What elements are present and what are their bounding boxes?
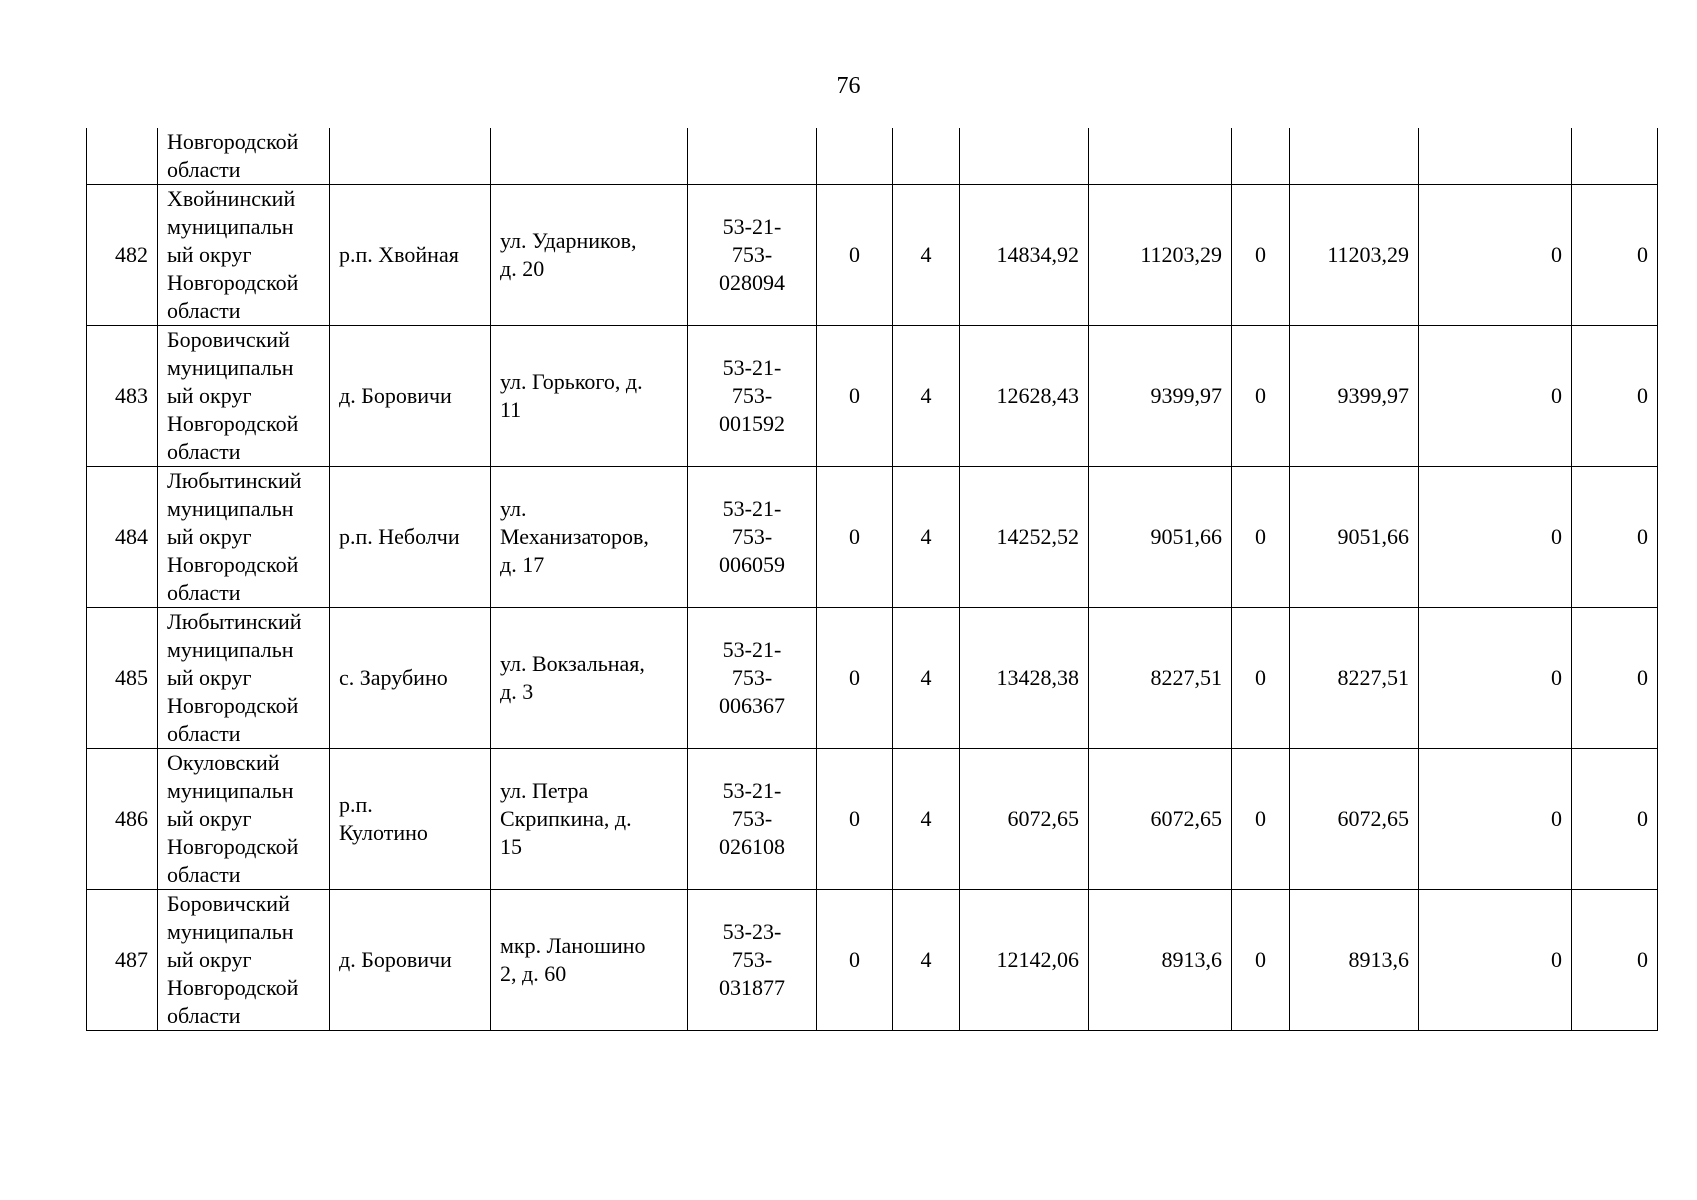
cell-c12: 0 — [1572, 467, 1658, 608]
cell-address — [491, 749, 688, 890]
cell-locality — [330, 185, 491, 326]
cell-c5: 0 — [817, 467, 893, 608]
locality-line: р.п. — [339, 792, 373, 817]
cell-c5: 0 — [817, 749, 893, 890]
address-line: 11 — [500, 397, 522, 422]
cell-c6: 4 — [893, 608, 960, 749]
cell-address — [491, 467, 688, 608]
address-line: Механизаторов, — [500, 524, 649, 549]
district-line: области — [167, 862, 241, 887]
table-body — [87, 128, 1658, 1031]
cell-num: 484 — [87, 467, 158, 608]
cell-c11 — [1419, 128, 1572, 185]
cell-code — [688, 467, 817, 608]
cell-c6: 4 — [893, 326, 960, 467]
cell-locality — [330, 467, 491, 608]
table-row — [87, 608, 1658, 749]
cell-c6 — [893, 128, 960, 185]
cell-c11: 0 — [1419, 467, 1572, 608]
cell-c5 — [817, 128, 893, 185]
district-line: области — [167, 1003, 241, 1028]
cell-c6: 4 — [893, 467, 960, 608]
cell-district — [158, 749, 330, 890]
cell-num: 485 — [87, 608, 158, 749]
district-line: Новгородской — [167, 129, 299, 154]
cell-address — [491, 185, 688, 326]
cell-code — [688, 890, 817, 1031]
cell-code — [688, 608, 817, 749]
cell-address — [491, 890, 688, 1031]
code-line: 026108 — [719, 834, 785, 859]
cell-c7: 13428,38 — [960, 608, 1089, 749]
table-row — [87, 467, 1658, 608]
code-line: 53-21- — [722, 496, 782, 521]
address-line: мкр. Ланошино — [500, 933, 646, 958]
cell-c10: 8913,6 — [1290, 890, 1419, 1031]
district-line: Новгородской — [167, 552, 299, 577]
cell-c11: 0 — [1419, 890, 1572, 1031]
code-line: 53-21- — [722, 214, 782, 239]
locality-line: р.п. Хвойная — [339, 242, 459, 267]
cell-c7: 12628,43 — [960, 326, 1089, 467]
district-line: муниципальн — [167, 214, 294, 239]
cell-c6: 4 — [893, 890, 960, 1031]
cell-c6: 4 — [893, 749, 960, 890]
cell-c8: 6072,65 — [1089, 749, 1232, 890]
cell-c7 — [960, 128, 1089, 185]
address-line: ул. Петра — [500, 778, 589, 803]
cell-c10: 11203,29 — [1290, 185, 1419, 326]
cell-c10: 9051,66 — [1290, 467, 1419, 608]
cell-locality — [330, 326, 491, 467]
district-line: Боровичский — [167, 891, 290, 916]
district-line: Хвойнинский — [167, 186, 296, 211]
cell-c12: 0 — [1572, 608, 1658, 749]
district-line: муниципальн — [167, 778, 294, 803]
district-line: области — [167, 298, 241, 323]
address-line: д. 20 — [500, 256, 545, 281]
code-line: 753- — [731, 806, 773, 831]
district-line: ый округ — [167, 524, 252, 549]
address-line: Скрипкина, д. — [500, 806, 632, 831]
cell-c7: 14252,52 — [960, 467, 1089, 608]
cell-address — [491, 128, 688, 185]
continuation-row — [87, 128, 1658, 185]
district-line: ый округ — [167, 806, 252, 831]
district-line: Любытинский — [167, 609, 302, 634]
cell-locality — [330, 890, 491, 1031]
cell-num — [87, 128, 158, 185]
code-line: 031877 — [719, 975, 785, 1000]
cell-num: 483 — [87, 326, 158, 467]
table-row — [87, 185, 1658, 326]
cell-c10: 6072,65 — [1290, 749, 1419, 890]
cell-locality — [330, 608, 491, 749]
cell-c5: 0 — [817, 185, 893, 326]
locality-line: с. Зарубино — [339, 665, 448, 690]
cell-c9 — [1232, 128, 1290, 185]
code-line: 53-23- — [722, 919, 782, 944]
cell-c7: 14834,92 — [960, 185, 1089, 326]
district-line: Новгородской — [167, 693, 299, 718]
cell-num: 486 — [87, 749, 158, 890]
district-line: области — [167, 721, 241, 746]
code-line: 53-21- — [722, 778, 782, 803]
cell-address — [491, 326, 688, 467]
district-line: области — [167, 157, 241, 182]
code-line: 006059 — [719, 552, 785, 577]
district-line: области — [167, 580, 241, 605]
address-line: д. 3 — [500, 679, 534, 704]
address-line: ул. Горького, д. — [500, 369, 643, 394]
cell-code — [688, 749, 817, 890]
code-line: 753- — [731, 383, 773, 408]
district-line: муниципальн — [167, 355, 294, 380]
cell-c9: 0 — [1232, 467, 1290, 608]
cell-c12: 0 — [1572, 749, 1658, 890]
cell-c6: 4 — [893, 185, 960, 326]
cell-district — [158, 467, 330, 608]
code-line: 006367 — [719, 693, 785, 718]
cell-c11: 0 — [1419, 608, 1572, 749]
code-line: 753- — [731, 242, 773, 267]
cell-district — [158, 185, 330, 326]
table-row — [87, 326, 1658, 467]
cell-c10 — [1290, 128, 1419, 185]
cell-c8: 8913,6 — [1089, 890, 1232, 1031]
cell-c10: 9399,97 — [1290, 326, 1419, 467]
cell-c12: 0 — [1572, 185, 1658, 326]
cell-district — [158, 326, 330, 467]
cell-c7: 12142,06 — [960, 890, 1089, 1031]
table-row — [87, 749, 1658, 890]
cell-c8: 8227,51 — [1089, 608, 1232, 749]
address-line: 15 — [500, 834, 522, 859]
cell-c8: 11203,29 — [1089, 185, 1232, 326]
cell-c9: 0 — [1232, 608, 1290, 749]
address-line: 2, д. 60 — [500, 961, 567, 986]
cell-c8 — [1089, 128, 1232, 185]
cell-address — [491, 608, 688, 749]
district-line: Новгородской — [167, 975, 299, 1000]
code-line: 753- — [731, 524, 773, 549]
district-line: муниципальн — [167, 637, 294, 662]
address-line: ул. — [500, 496, 527, 521]
cell-num: 487 — [87, 890, 158, 1031]
code-line: 53-21- — [722, 355, 782, 380]
district-line: ый округ — [167, 383, 252, 408]
district-line: Новгородской — [167, 834, 299, 859]
district-line: Боровичский — [167, 327, 290, 352]
code-line: 028094 — [719, 270, 785, 295]
address-line: ул. Ударников, — [500, 228, 637, 253]
code-line: 753- — [731, 665, 773, 690]
page-number: 76 — [836, 73, 861, 99]
cell-code — [688, 326, 817, 467]
locality-line: р.п. Неболчи — [339, 524, 460, 549]
district-line: ый округ — [167, 947, 252, 972]
cell-c9: 0 — [1232, 890, 1290, 1031]
district-line: Любытинский — [167, 468, 302, 493]
cell-code — [688, 128, 817, 185]
cell-c7: 6072,65 — [960, 749, 1089, 890]
cell-c8: 9051,66 — [1089, 467, 1232, 608]
cell-locality — [330, 128, 491, 185]
cell-c5: 0 — [817, 608, 893, 749]
cell-c5: 0 — [817, 326, 893, 467]
locality-line: д. Боровичи — [339, 383, 452, 408]
cell-locality — [330, 749, 491, 890]
district-line: муниципальн — [167, 496, 294, 521]
cell-district — [158, 890, 330, 1031]
cell-c9: 0 — [1232, 185, 1290, 326]
cell-c9: 0 — [1232, 326, 1290, 467]
cell-c12 — [1572, 128, 1658, 185]
cell-num: 482 — [87, 185, 158, 326]
locality-line: д. Боровичи — [339, 947, 452, 972]
locality-line: Кулотино — [339, 820, 428, 845]
code-line: 53-21- — [722, 637, 782, 662]
cell-c11: 0 — [1419, 749, 1572, 890]
cell-district — [158, 128, 330, 185]
cell-c12: 0 — [1572, 326, 1658, 467]
cell-c8: 9399,97 — [1089, 326, 1232, 467]
district-line: Окуловский — [167, 750, 280, 775]
address-line: д. 17 — [500, 552, 545, 577]
district-line: ый округ — [167, 242, 252, 267]
cell-c11: 0 — [1419, 326, 1572, 467]
code-line: 001592 — [719, 411, 785, 436]
data-table — [86, 128, 1658, 1031]
address-line: ул. Вокзальная, — [500, 651, 645, 676]
cell-c5: 0 — [817, 890, 893, 1031]
cell-c10: 8227,51 — [1290, 608, 1419, 749]
district-line: Новгородской — [167, 411, 299, 436]
cell-c9: 0 — [1232, 749, 1290, 890]
cell-district — [158, 608, 330, 749]
table-row — [87, 890, 1658, 1031]
cell-c12: 0 — [1572, 890, 1658, 1031]
district-line: Новгородской — [167, 270, 299, 295]
cell-code — [688, 185, 817, 326]
district-line: области — [167, 439, 241, 464]
district-line: муниципальн — [167, 919, 294, 944]
code-line: 753- — [731, 947, 773, 972]
cell-c11: 0 — [1419, 185, 1572, 326]
district-line: ый округ — [167, 665, 252, 690]
